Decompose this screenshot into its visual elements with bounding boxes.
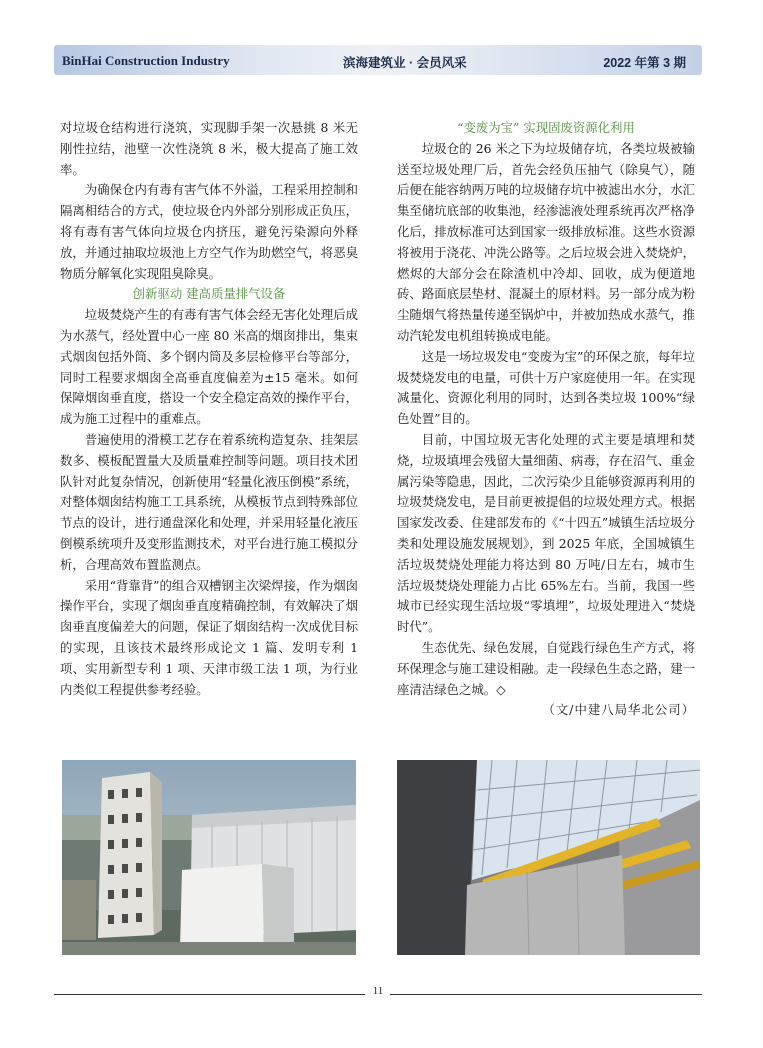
publication-name-en: BinHai Construction Industry [62,53,230,68]
footer-rule-right [390,994,702,995]
left-column [60,118,358,700]
paragraph: 垃圾仓的 26 米之下为垃圾储存坑，各类垃圾被输送至垃圾处理厂后，首先会经负压抽气（除臭气），随后便在能容纳两万吨的垃圾储存坑中被滤出水分，水汇集至储坑底部的收集池，经渗滤液处理系统再次严格净化后，排放标准可达到国家一级排放标准。这些水资源将被用于浇花、冲洗公路等。之后垃圾会进入焚烧炉，燃烬的大部分会在除渣机中冷却、回收，成为便道地砖、路面底层垫材、混凝土的原材料。另一部分成为粉尘随烟气将热量传递至锅炉中，并被加热成水蒸气，推动汽轮发电机组转换成电能。 [397,140,695,343]
section-title: 滨海建筑业 · 会员风采 [343,56,467,70]
paragraph: 为确保仓内有毒有害气体不外溢，工程采用控制和隔离相结合的方式，使垃圾仓内外部分别形成正负压，将有毒有害气体向垃圾仓内挤压，避免污染源向外释放，并通过抽取垃圾池上方空气作为助燃空气，将恶臭物质分解氧化实现阻臭除臭。 [60,182,358,281]
paragraph: 生态优先、绿色发展，自觉践行绿色生产方式，将环保理念与施工建设相融。走一段绿色生态之路，建一座清洁绿色之城。◇ [397,639,695,697]
section-heading: 创新驱动 建高质量排气设备 [132,286,286,302]
photo-pit-interior [397,760,700,955]
paragraph: 这是一场垃圾发电“变废为宝”的环保之旅，每年垃圾焚烧发电的电量，可供十万户家庭使用一年。在实现减量化、资源化利用的同时，达到各类垃圾 100%“绿色处置”目的。 [397,348,695,427]
issue-label: 2022 年第 3 期 [603,56,686,70]
footer-rule-left [54,994,365,995]
paragraph: 垃圾焚烧产生的有毒有害气体会经无害化处理后成为水蒸气，经处置中心一座 80 米高的烟囱排出，集束式烟囱包括外筒、多个钢内筒及多层检修平台等部分，同时工程要求烟囱全高垂直度偏差为±15 毫米。如何保障烟囱垂直度，搭设一个安全稳定高效的操作平台，成为施工过程中的重难点。 [60,307,358,427]
photo-plant-aerial [62,760,356,955]
section-heading: “变废为宝” 实现固废资源化利用 [457,120,635,135]
paragraph: 普遍使用的滑模工艺存在着系统构造复杂、挂架层数多、模板配置量大及质量难控制等问题。项目技术团队针对此复杂情况，创新使用“轻量化液压倒模”系统，对整体烟囱结构施工工具系统，从模板节点到特殊部位节点的设计，进行通盘深化和处理，并采用轻量化液压倒模系统项升及变形监测技术，对平台进行施工模拟分析，合理高效布置监测点。 [60,431,358,572]
right-column [397,118,695,721]
page-number: 11 [372,985,384,997]
paragraph: 对垃圾仓结构进行浇筑，实现脚手架一次悬挑 8 米无刚性拉结，池壁一次性浇筑 8 米，极大提高了施工效率。 [60,120,358,177]
paragraph: 采用“背靠背”的组合双槽钢主次梁焊接，作为烟囱操作平台，实现了烟囱垂直度精确控制，有效解决了烟囱垂直度偏差大的问题，保证了烟囱结构一次成优目标的实现，且该技术最终形成论文 1 篇、发明专利 1 项、实用新型专利 1 项、天津市级工法 1 项，为行业内类似工程提供参考经验。 [60,577,358,697]
byline: （文/中建八局华北公司） [542,702,695,718]
header-bar [54,45,702,75]
paragraph: 目前，中国垃圾无害化处理的式主要是填埋和焚烧，垃圾填埋会残留大量细菌、病毒，存在沼气、重金属污染等隐患，因此，二次污染少且能够资源再利用的垃圾焚烧发电，是目前更被提倡的垃圾处理方式。根据国家发改委、住建部发布的《“十四五”城镇生活垃圾分类和处理设施发展规划》，到 2025 年底，全国城镇生活垃圾焚烧处理能力将达到 80 万吨/日左右，城市生活垃圾焚烧处理能力占比 65%左右。当前，我国一些城市已经实现生活垃圾“零填埋”，垃圾处理进入“焚烧时代”。 [397,431,695,635]
